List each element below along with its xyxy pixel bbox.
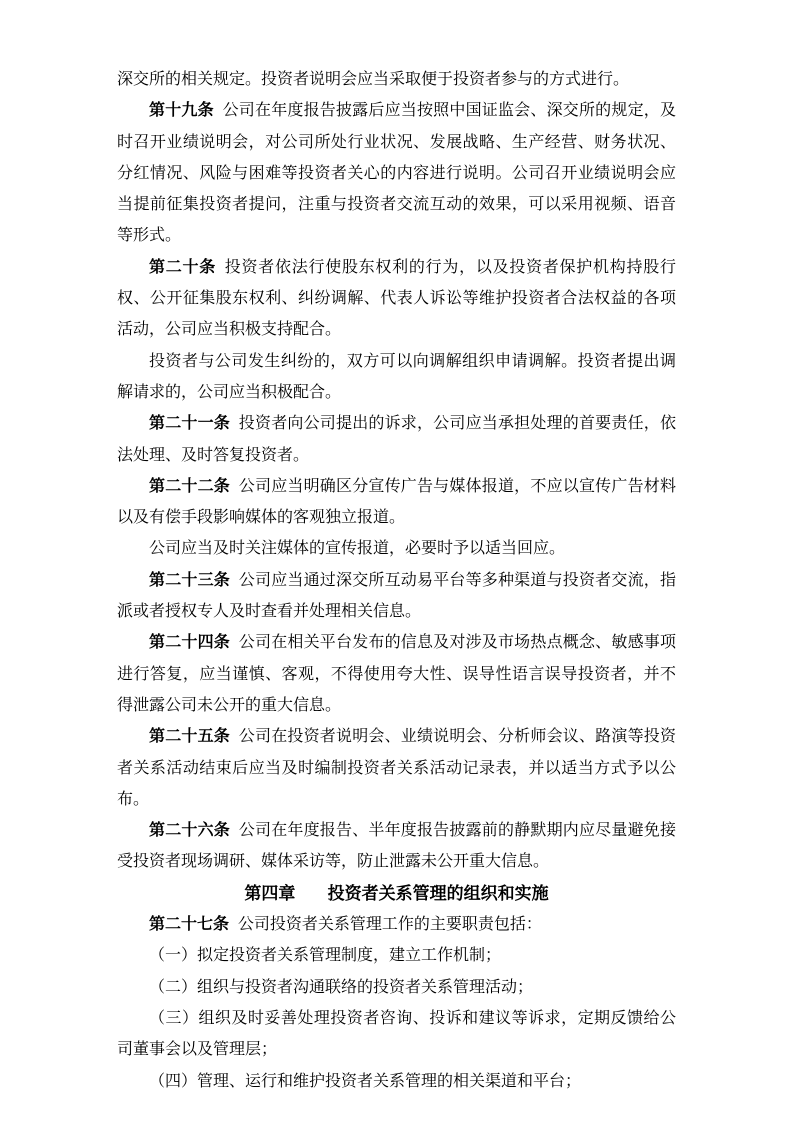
article-number: 第二十三条 [149, 571, 230, 589]
paragraph-text: （二）组织与投资者沟通联络的投资者关系管理活动； [149, 978, 534, 996]
paragraph [117, 64, 676, 95]
paragraph [117, 627, 676, 721]
paragraph [117, 95, 676, 251]
paragraph [117, 1066, 676, 1097]
document-body [117, 64, 676, 1097]
paragraph-text: （一）拟定投资者关系管理制度，建立工作机制； [149, 947, 502, 965]
paragraph [117, 533, 676, 564]
paragraph-text: 公司在投资者说明会、业绩说明会、分析师会议、路演等投资者关系活动结束后应当及时编制投资者关系活动记录表，并以适当方式予以公布。 [117, 728, 676, 808]
paragraph-text: 公司应当及时关注媒体的宣传报道，必要时予以适当回应。 [149, 540, 566, 558]
paragraph [117, 815, 676, 878]
article-number: 第二十六条 [149, 822, 230, 840]
article-number: 第十九条 [149, 102, 214, 120]
paragraph [117, 408, 676, 471]
paragraph [117, 940, 676, 971]
paragraph-text: 深交所的相关规定。投资者说明会应当采取便于投资者参与的方式进行。 [117, 71, 630, 88]
paragraph-text: 公司在年度报告、半年度报告披露前的静默期内应尽量避免接受投资者现场调研、媒体采访等，防止泄露未公开重大信息。 [117, 822, 676, 871]
paragraph [117, 252, 676, 346]
chapter-heading [117, 878, 676, 909]
paragraph-text: 投资者依法行使股东权利的行为，以及投资者保护机构持股行权、公开征集股东权利、纠纷调解、代表人诉讼等维护投资者合法权益的各项活动，公司应当积极支持配合。 [117, 258, 676, 339]
article-number: 第二十七条 [149, 916, 230, 934]
paragraph [117, 346, 676, 409]
paragraph-text: 投资者与公司发生纠纷的，双方可以向调解组织申请调解。投资者提出调解请求的，公司应当积极配合。 [117, 352, 676, 401]
paragraph [117, 471, 676, 534]
paragraph-text: （四）管理、运行和维护投资者关系管理的相关渠道和平台； [149, 1072, 582, 1090]
paragraph-text: 公司在年度报告披露后应当按照中国证监会、深交所的规定，及时召开业绩说明会，对公司所处行业状况、发展战略、生产经营、财务状况、分红情况、风险与困难等投资者关心的内容进行说明。公司召开业绩说明会应当提前征集投资者提问，注重与投资者交流互动的效果，可以采用视频、语音等形式。 [117, 102, 676, 245]
paragraph [117, 972, 676, 1003]
article-number: 第二十二条 [149, 477, 230, 495]
paragraph [117, 1003, 676, 1066]
article-number: 第二十四条 [149, 634, 230, 652]
article-number: 第二十一条 [149, 415, 230, 433]
paragraph-text: 公司应当明确区分宣传广告与媒体报道，不应以宣传广告材料以及有偿手段影响媒体的客观独立报道。 [117, 477, 676, 527]
paragraph-text: 公司在相关平台发布的信息及对涉及市场热点概念、敏感事项进行答复，应当谨慎、客观，不得使用夸大性、误导性语言误导投资者，并不得泄露公司未公开的重大信息。 [117, 634, 676, 714]
paragraph-text: 投资者向公司提出的诉求，公司应当承担处理的首要责任，依法处理、及时答复投资者。 [117, 415, 676, 464]
article-number: 第二十五条 [149, 728, 230, 746]
paragraph [117, 909, 676, 940]
chapter-number: 第四章 [244, 883, 296, 903]
paragraph-text: 投资者关系管理的组织和实施 [327, 883, 549, 903]
paragraph-text: （三）组织及时妥善处理投资者咨询、投诉和建议等诉求，定期反馈给公司董事会以及管理层； [117, 1009, 676, 1059]
article-number: 第二十条 [149, 258, 216, 276]
paragraph [117, 721, 676, 815]
paragraph-text: 公司应当通过深交所互动易平台等多种渠道与投资者交流，指派或者授权专人及时查看并处理相关信息。 [117, 571, 676, 621]
paragraph-text: 公司投资者关系管理工作的主要职责包括： [237, 916, 542, 934]
paragraph [117, 565, 676, 628]
